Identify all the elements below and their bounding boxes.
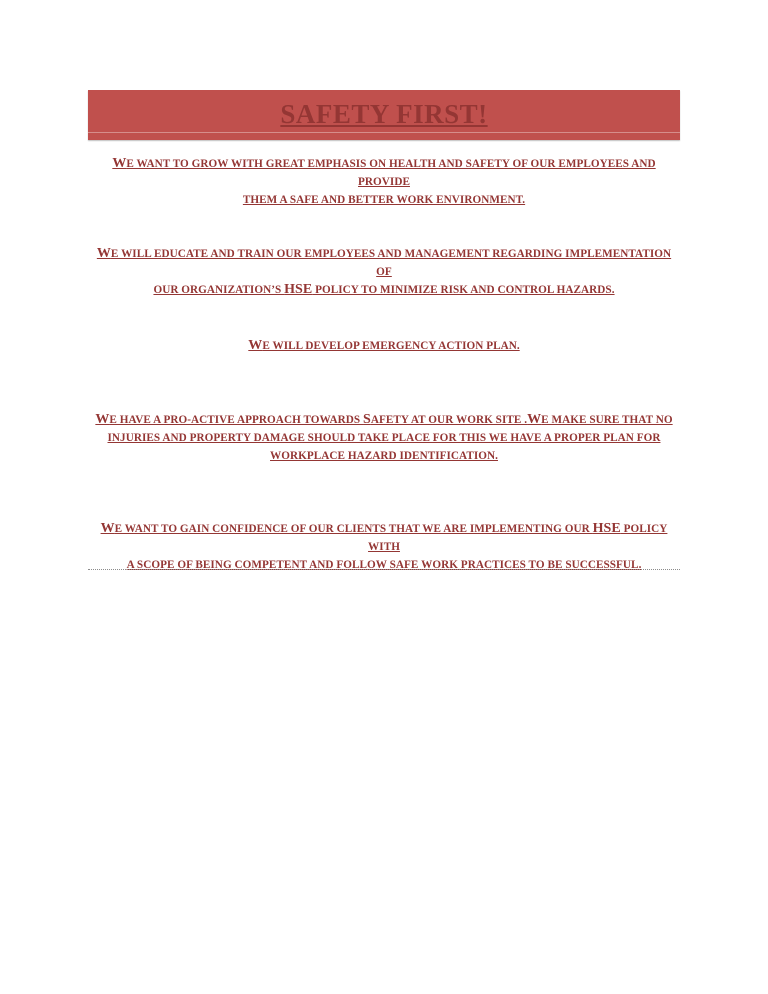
policy-paragraph-confidence bbox=[88, 520, 680, 574]
paragraph-text: E WILL DEVELOP EMERGENCY ACTION PLAN. bbox=[262, 340, 520, 352]
paragraph-text: E WILL EDUCATE AND TRAIN OUR EMPLOYEES AND MANAGEMENT REGARDING IMPLEMENTATION OF bbox=[110, 248, 672, 278]
drop-initial: W bbox=[96, 246, 111, 261]
page-title: SAFETY FIRST! bbox=[280, 99, 488, 129]
drop-initial: W bbox=[95, 412, 110, 427]
paragraph-text: POLICY TO MINIMIZE RISK AND CONTROL HAZARDS. bbox=[312, 284, 615, 296]
bottom-divider bbox=[88, 569, 680, 570]
hse-acronym: HSE bbox=[284, 282, 313, 297]
policy-paragraph-training bbox=[88, 245, 680, 299]
drop-initial: S bbox=[363, 412, 371, 427]
title-banner bbox=[88, 90, 680, 140]
paragraph-text: WORKPLACE HAZARD IDENTIFICATION. bbox=[270, 450, 498, 462]
paragraph-text: INJURIES AND PROPERTY DAMAGE SHOULD TAKE PLACE FOR THIS WE HAVE A PROPER PLAN FOR bbox=[107, 432, 661, 444]
banner-divider bbox=[88, 132, 680, 133]
drop-initial: W bbox=[100, 521, 115, 536]
policy-paragraph-proactive bbox=[88, 411, 680, 465]
paragraph-text: E MAKE SURE THAT NO bbox=[541, 414, 673, 426]
policy-paragraph-emergency bbox=[88, 337, 680, 355]
paragraph-text: A SCOPE OF BEING COMPETENT AND FOLLOW SAFE WORK PRACTICES TO BE SUCCESSFUL. bbox=[126, 559, 642, 571]
paragraph-text: THEM A SAFE AND BETTER WORK ENVIRONMENT. bbox=[242, 194, 526, 206]
hse-acronym: HSE bbox=[592, 521, 621, 536]
paragraph-text: AFETY AT OUR WORK SITE . bbox=[370, 414, 528, 426]
drop-initial: W bbox=[248, 338, 263, 353]
paragraph-text: E WANT TO GROW WITH GREAT EMPHASIS ON HEALTH AND SAFETY OF OUR EMPLOYEES AND PROVIDE bbox=[126, 158, 656, 188]
drop-initial: W bbox=[112, 156, 127, 171]
paragraph-text: E HAVE A PRO-ACTIVE APPROACH TOWARDS bbox=[109, 414, 364, 426]
paragraph-text: OUR ORGANIZATION’S bbox=[153, 284, 285, 296]
paragraph-text: POLICY WITH bbox=[368, 523, 668, 553]
policy-paragraph-growth bbox=[88, 155, 680, 209]
drop-initial: W bbox=[527, 412, 542, 427]
paragraph-text: E WANT TO GAIN CONFIDENCE OF OUR CLIENTS THAT WE ARE IMPLEMENTING OUR bbox=[114, 523, 593, 535]
